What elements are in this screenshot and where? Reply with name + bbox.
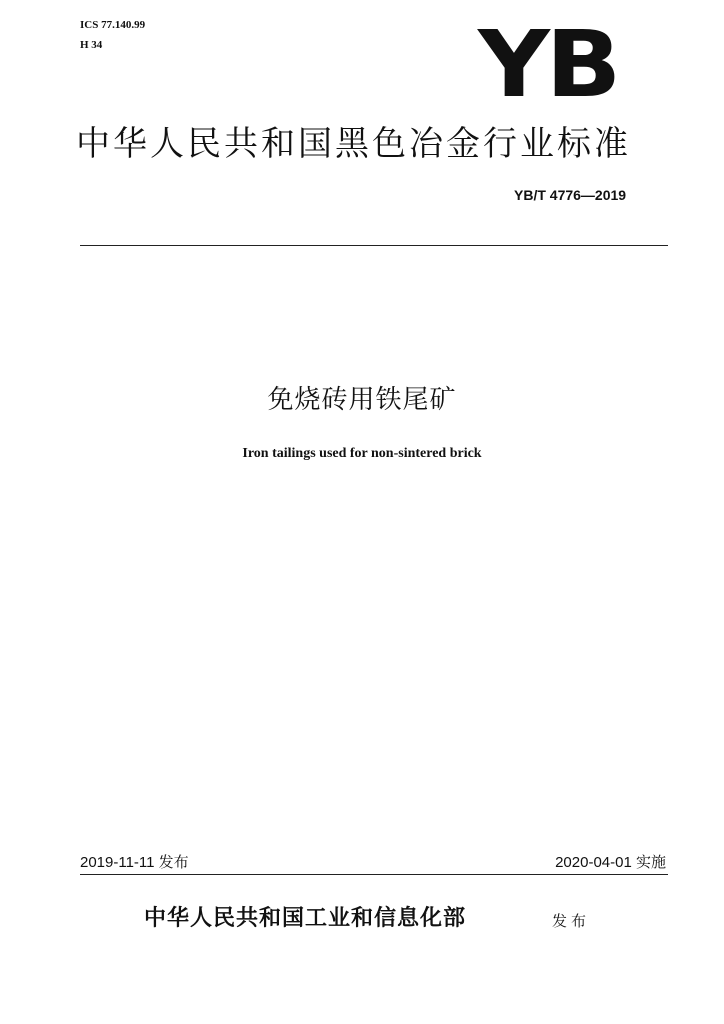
ics-code: ICS 77.140.99: [80, 19, 146, 31]
document-title-english: Iron tailings used for non-sintered brick: [242, 446, 482, 461]
bottom-divider: [80, 874, 668, 875]
standard-number: YB/T 4776—2019: [514, 187, 627, 203]
publisher-name: 中华人民共和国工业和信息化部: [144, 905, 467, 931]
top-divider: [80, 245, 668, 246]
publish-label: 发布: [552, 912, 591, 930]
yb-logo: YB: [478, 11, 618, 118]
industry-standard-title: 中华人民共和国黑色冶金行业标准: [76, 124, 631, 164]
classification-code: H 34: [80, 39, 103, 51]
document-title-chinese: 免烧砖用铁尾矿: [267, 385, 457, 415]
issue-date: 2019-11-11 发布: [80, 854, 189, 871]
implementation-date: 2020-04-01 实施: [555, 854, 666, 871]
